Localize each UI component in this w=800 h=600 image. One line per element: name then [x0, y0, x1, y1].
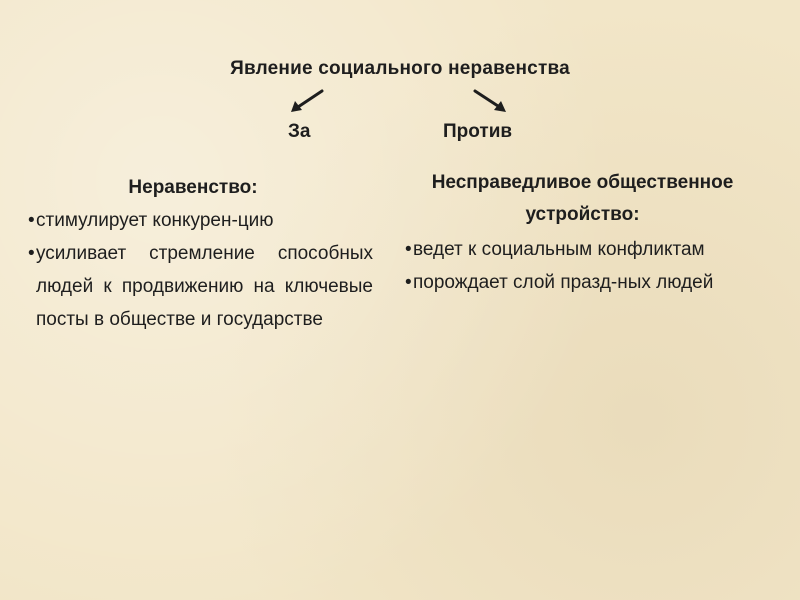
list-item	[28, 204, 373, 237]
list-item	[405, 233, 760, 266]
bullet-icon: •	[28, 243, 35, 264]
list-item-text: стимулирует конкурен-цию	[36, 210, 274, 231]
arrow-down-right-icon	[472, 88, 508, 114]
slide-title: Явление социального неравенства	[230, 58, 570, 79]
list-item-text: усиливает стремление способных людей к продвижению на ключевые посты в обществе и государстве	[36, 243, 373, 330]
list-item-text: ведет к социальным конфликтам	[413, 239, 705, 260]
bullet-icon: •	[405, 272, 412, 293]
arguments-for-heading: Неравенство:	[128, 177, 258, 198]
arguments-for-column	[28, 171, 373, 336]
arguments-against-column	[405, 167, 760, 299]
list-item-text: порождает слой празд-ных людей	[413, 272, 714, 293]
list-item	[405, 266, 760, 299]
branch-label-against: Против	[443, 121, 513, 142]
arrow-down-left-icon	[289, 88, 325, 114]
bullet-icon: •	[28, 210, 35, 231]
bullet-icon: •	[405, 239, 412, 260]
list-item	[28, 237, 373, 336]
arguments-against-heading: Несправедливое общественное устройство:	[431, 172, 734, 225]
branch-label-for: За	[288, 121, 311, 142]
